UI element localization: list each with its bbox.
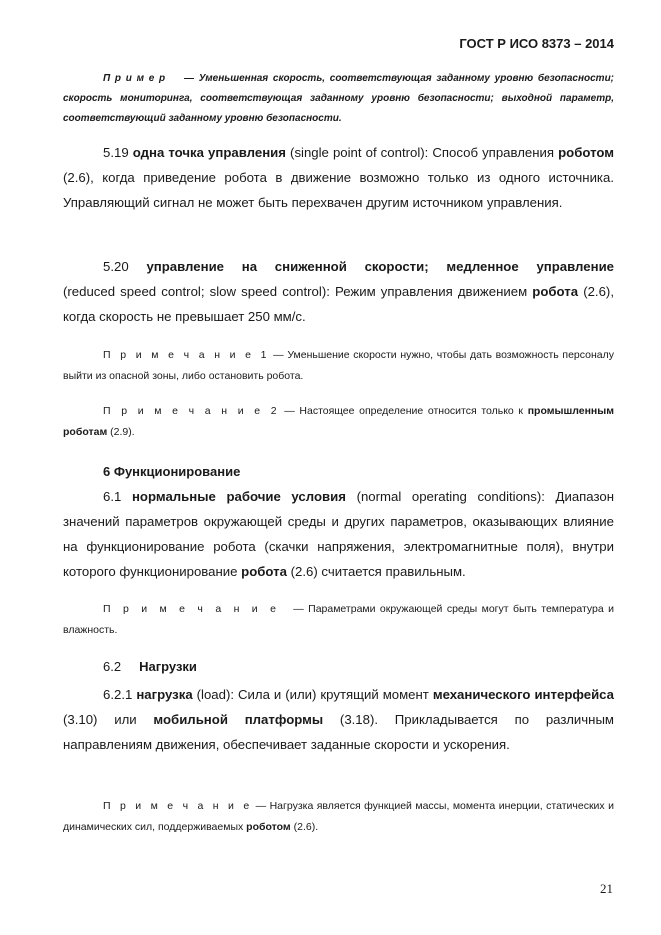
document-header: ГОСТ Р ИСО 8373 – 2014 (459, 36, 614, 51)
note-6-2-1 (63, 796, 614, 838)
note-6-1 (63, 599, 614, 641)
definition-text: (2.6) считается правильным. (290, 564, 466, 579)
term: нагрузка (136, 687, 193, 702)
section-number: 6.2 (103, 659, 122, 674)
definition-text: (normal operating conditions): Диапазон значений параметров окружающей среды и других параметров, оказывающих влияние на функционирование робота (скачки напряжения, электромагнитные поля), внутри которого функционирование (63, 489, 615, 579)
definition-5-20-body (63, 279, 614, 329)
note-text: — Параметрами окружающей среды могут быть температура и влажность. (63, 603, 614, 636)
definition-text: (single point of control): Способ управления (290, 145, 555, 160)
definition-6-1 (63, 484, 614, 584)
note-label: П р и м е ч а н и е (103, 800, 253, 812)
note-text: (2.6). (293, 821, 319, 833)
note-1 (63, 345, 614, 387)
note-label: П р и м е ч а н и е 1 (103, 349, 270, 361)
example-label: П р и м е р (103, 73, 166, 84)
definition-text: (2.6), когда скорость не превышает 250 мм/с. (63, 284, 614, 324)
note-text: (2.9). (110, 426, 135, 438)
clause-number: 6.1 (103, 489, 122, 504)
clause-number: 5.19 (103, 145, 129, 160)
clause-number: 5.20 (103, 259, 129, 274)
term-reference: механического интерфейса (432, 687, 615, 702)
example-block (63, 69, 614, 129)
term-reference: промышленным роботам (63, 405, 615, 438)
term-reference: мобильной платформы (153, 712, 324, 727)
section-6-heading: 6 Функционирование (103, 464, 241, 479)
note-text: — Настоящее определение относится только к (284, 405, 524, 417)
section-title: Нагрузки (139, 659, 197, 674)
note-label: П р и м е ч а н и е 2 (103, 405, 280, 417)
page-number: 21 (600, 881, 613, 896)
section-6-2-heading (103, 657, 197, 677)
clause-number: 6.2.1 (103, 687, 133, 702)
term-reference: роботом (558, 145, 614, 160)
definition-text: (3.18). Прикладывается по различным направлениям движения, обеспечивает заданные скорости и ускорения. (63, 712, 614, 752)
term-reference: робота (532, 284, 579, 299)
term-reference: робота (241, 564, 287, 579)
note-text: — Уменьшение скорости нужно, чтобы дать возможность персоналу выйти из опасной зоны, либо остановить робота. (63, 349, 614, 382)
term-reference: роботом (246, 821, 291, 833)
note-text: — Нагрузка является функцией массы, момента инерции, статических и динамических сил, поддерживаемых (63, 800, 614, 833)
example-dash: — (184, 73, 195, 84)
definition-6-2-1 (63, 682, 614, 757)
definition-text: (2.6), когда приведение робота в движение возможно только из одного источника. Управляющий сигнал не может быть перехвачен другим источником управления. (63, 170, 614, 210)
note-label: П р и м е ч а н и е (103, 603, 280, 615)
definition-5-19 (63, 140, 614, 215)
definition-text: (3.10) или (63, 712, 137, 727)
term: одна точка управления (132, 145, 286, 160)
note-2 (63, 401, 614, 443)
term: нормальные рабочие условия (131, 489, 346, 504)
term: управление на сниженной скорости; медленное управление (146, 259, 615, 274)
example-text: Уменьшенная скорость, соответствующая заданному уровню безопасности; скорость мониторинга, соответствующая заданному уровню безопасности; выходной параметр, соответствующий заданному уровню безопасности. (63, 73, 615, 124)
definition-5-20-term-line (63, 254, 614, 279)
definition-text: (reduced speed control; slow speed control): Режим управления движением (63, 284, 528, 299)
definition-text: (load): Сила и (или) крутящий момент (196, 687, 429, 702)
